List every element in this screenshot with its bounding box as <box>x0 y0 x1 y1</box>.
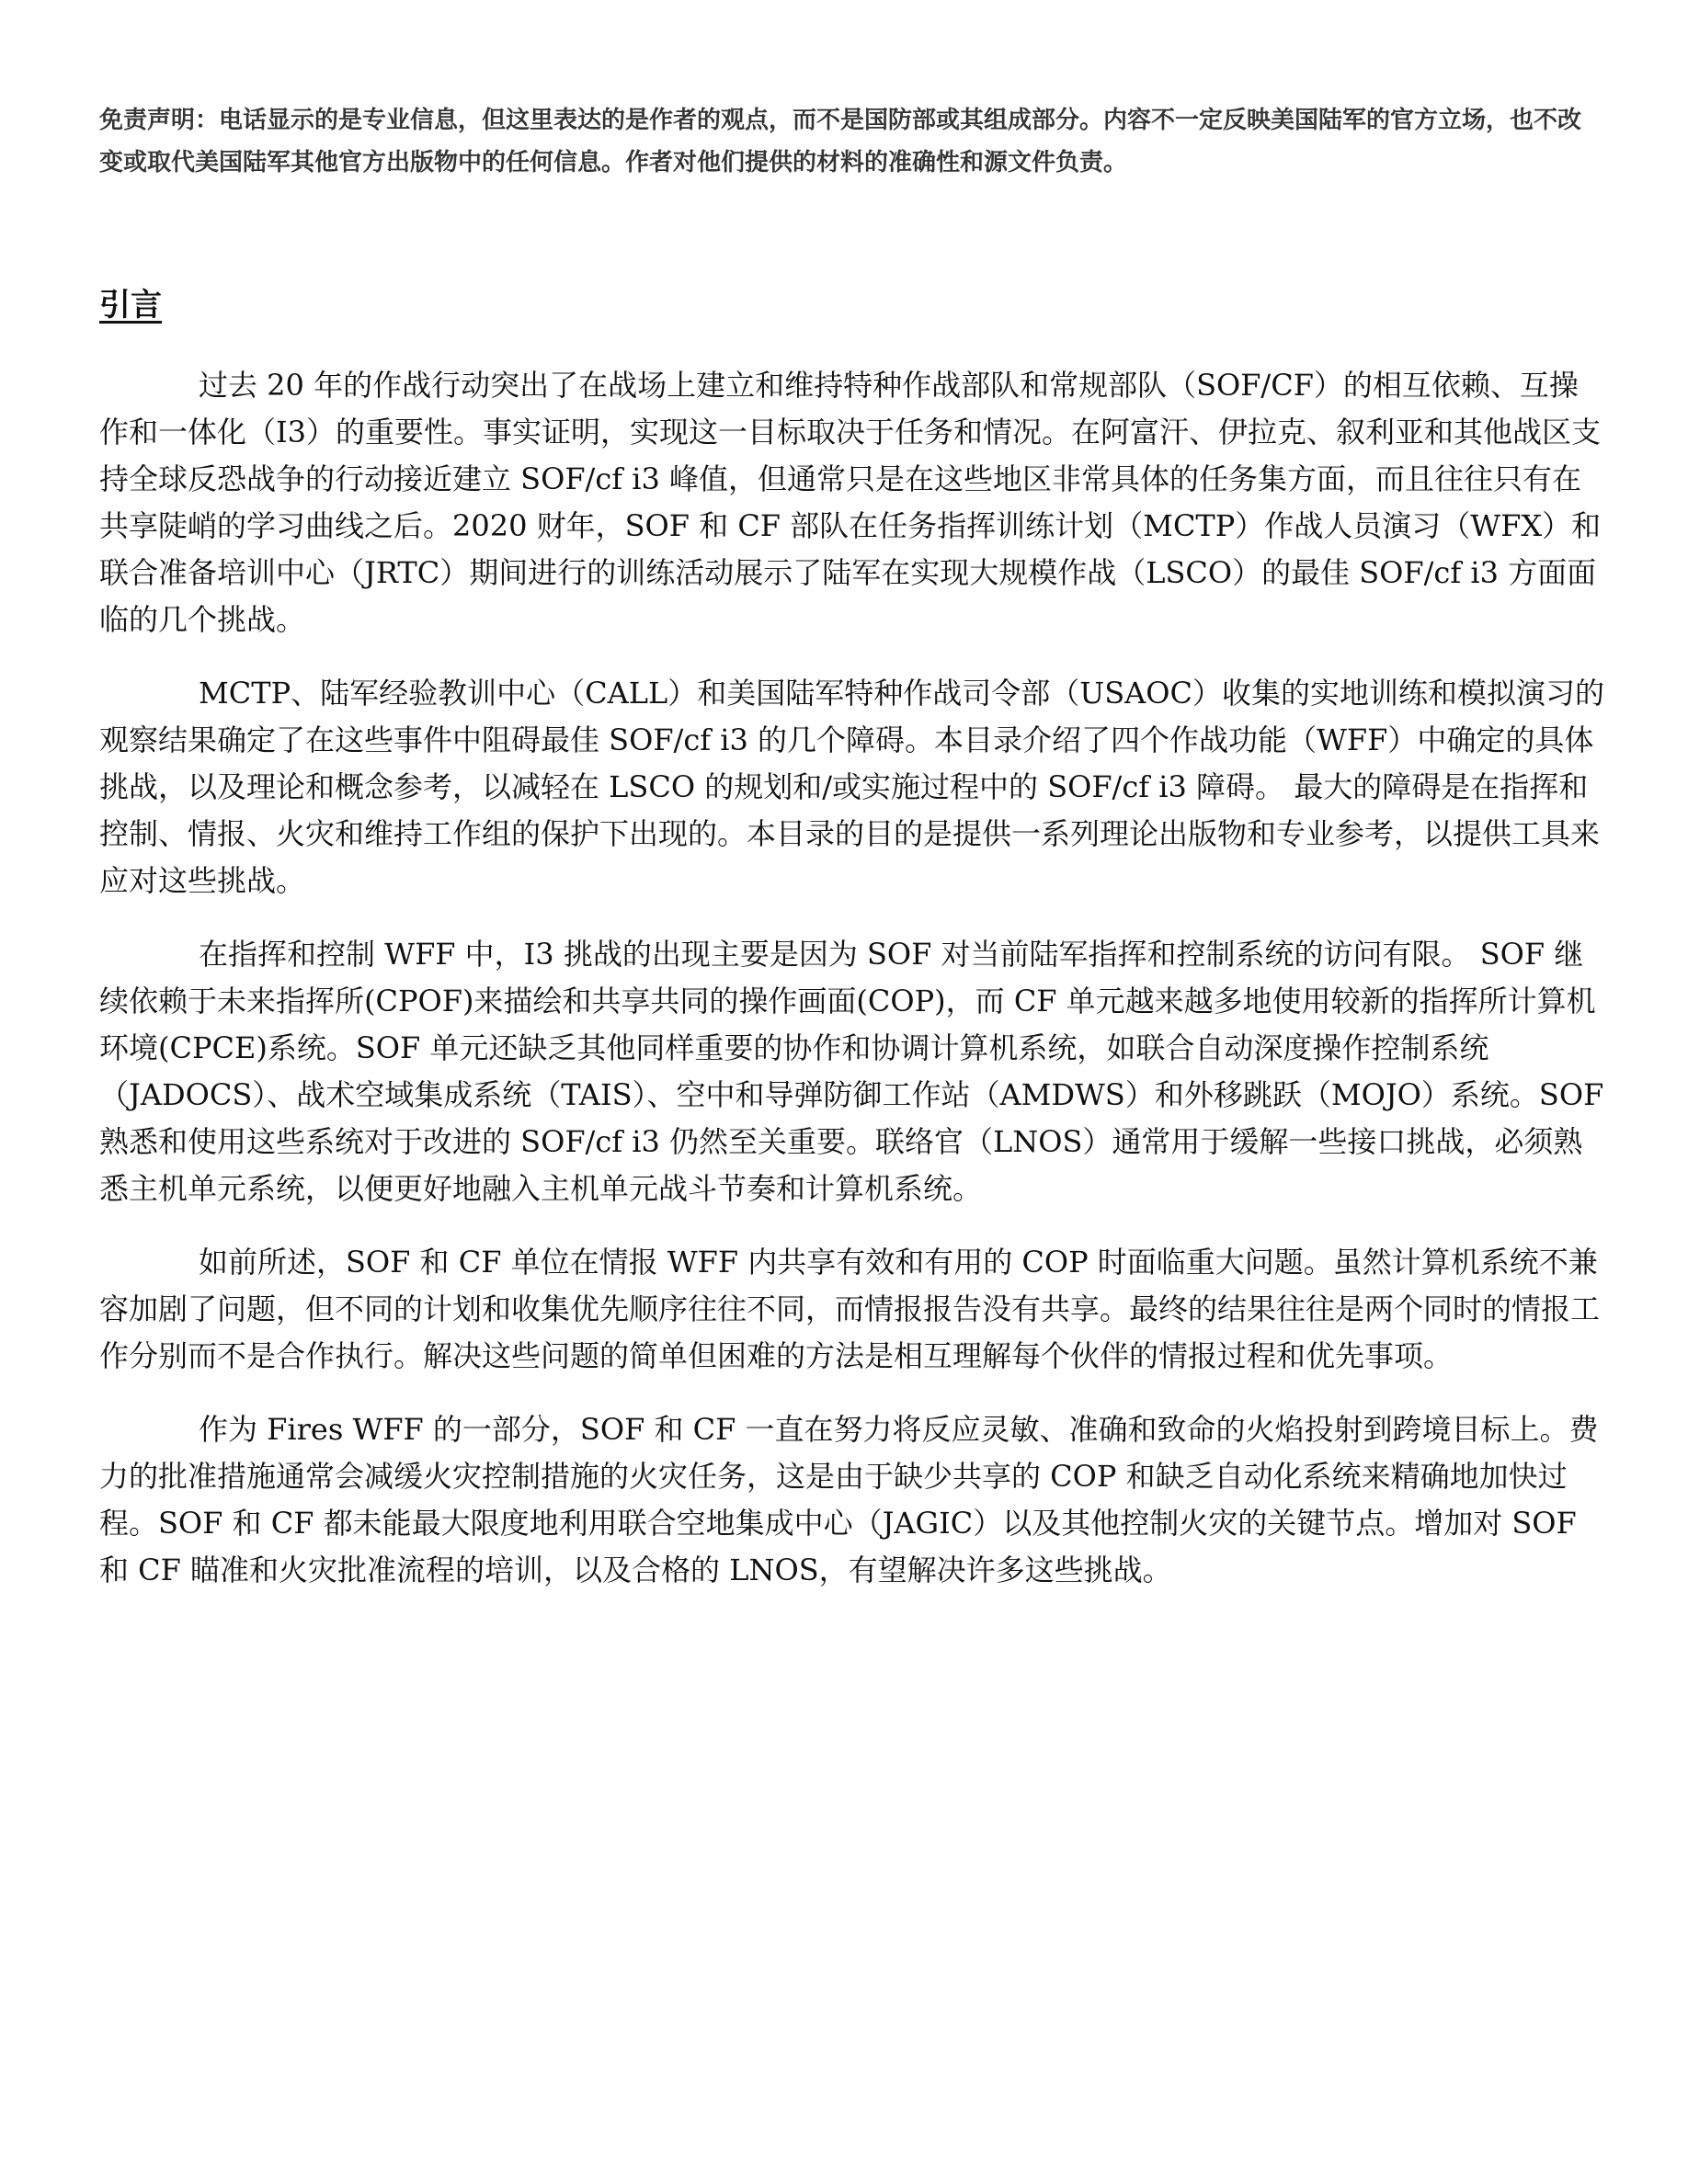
section-title-introduction: 引言 <box>99 287 162 324</box>
paragraph-1: 过去 20 年的作战行动突出了在战场上建立和维持特种作战部队和常规部队（SOF/CF）的相互依赖、互操作和一体化（I3）的重要性。事实证明，实现这一目标取决于任务和情况。在阿富汗、伊拉克、叙利亚和其他战区支持全球反恐战争的行动接近建立 SOF/cf i3 峰值，但通常只是在这些地区非常具体的任务集方面，而且往往只有在共享陡峭的学习曲线之后。2020 财年，SOF 和 CF 部队在任务指挥训练计划（MCTP）作战人员演习（WFX）和联合准备培训中心（JRTC）期间进行的训练活动展示了陆军在实现大规模作战（LSCO）的最佳 SOF/cf i3 方面面临的几个挑战。 <box>99 368 1602 637</box>
disclaimer-text: 免责声明：电话显示的是专业信息，但这里表达的是作者的观点，而不是国防部或其组成部分。内容不一定反映美国陆军的官方立场，也不改变或取代美国陆军其他官方出版物中的任何信息。作者对他们提供的材料的准确性和源文件负责。 <box>99 107 1582 176</box>
paragraph-2: MCTP、陆军经验教训中心（CALL）和美国陆军特种作战司令部（USAOC）收集的实地训练和模拟演习的观察结果确定了在这些事件中阻碍最佳 SOF/cf i3 的几个障碍。本目录介绍了四个作战功能（WFF）中确定的具体挑战，以及理论和概念参考，以减轻在 LSCO 的规划和/或实施过程中的 SOF/cf i3 障碍。 最大的障碍是在指挥和控制、情报、火灾和维持工作组的保护下出现的。本目录的目的是提供一系列理论出版物和专业参考，以提供工具来应对这些挑战。 <box>99 676 1604 898</box>
paragraph-5: 作为 Fires WFF 的一部分，SOF 和 CF 一直在努力将反应灵敏、准确和致命的火焰投射到跨境目标上。费力的批准措施通常会减缓火灾控制措施的火灾任务，这是由于缺少共享的 COP 和缺乏自动化系统来精确地加快过程。SOF 和 CF 都未能最大限度地利用联合空地集成中心（JAGIC）以及其他控制火灾的关键节点。增加对 SOF 和 CF 瞄准和火灾批准流程的培训，以及合格的 LNOS，有望解决许多这些挑战。 <box>99 1412 1599 1587</box>
paragraph-3: 在指挥和控制 WFF 中，I3 挑战的出现主要是因为 SOF 对当前陆军指挥和控制系统的访问有限。 SOF 继续依赖于未来指挥所(CPOF)来描绘和共享共同的操作画面(COP)，而 CF 单元越来越多地使用较新的指挥所计算机环境(CPCE)系统。SOF 单元还缺乏其他同样重要的协作和协调计算机系统，如联合自动深度操作控制系统（JADOCS）、战术空域集成系统（TAIS）、空中和导弹防御工作站（AMDWS）和外移跳跃（MOJO）系统。SOF 熟悉和使用这些系统对于改进的 SOF/cf i3 仍然至关重要。联络官（LNOS）通常用于缓解一些接口挑战，必须熟悉主机单元系统，以便更好地融入主机单元战斗节奏和计算机系统。 <box>99 937 1604 1206</box>
introduction-body <box>99 362 1604 1594</box>
paragraph-4: 如前所述，SOF 和 CF 单位在情报 WFF 内共享有效和有用的 COP 时面临重大问题。虽然计算机系统不兼容加剧了问题，但不同的计划和收集优先顺序往往不同，而情报报告没有共享。最终的结果往往是两个同时的情报工作分别而不是合作执行。解决这些问题的简单但困难的方法是相互理解每个伙伴的情报过程和优先事项。 <box>99 1245 1601 1373</box>
